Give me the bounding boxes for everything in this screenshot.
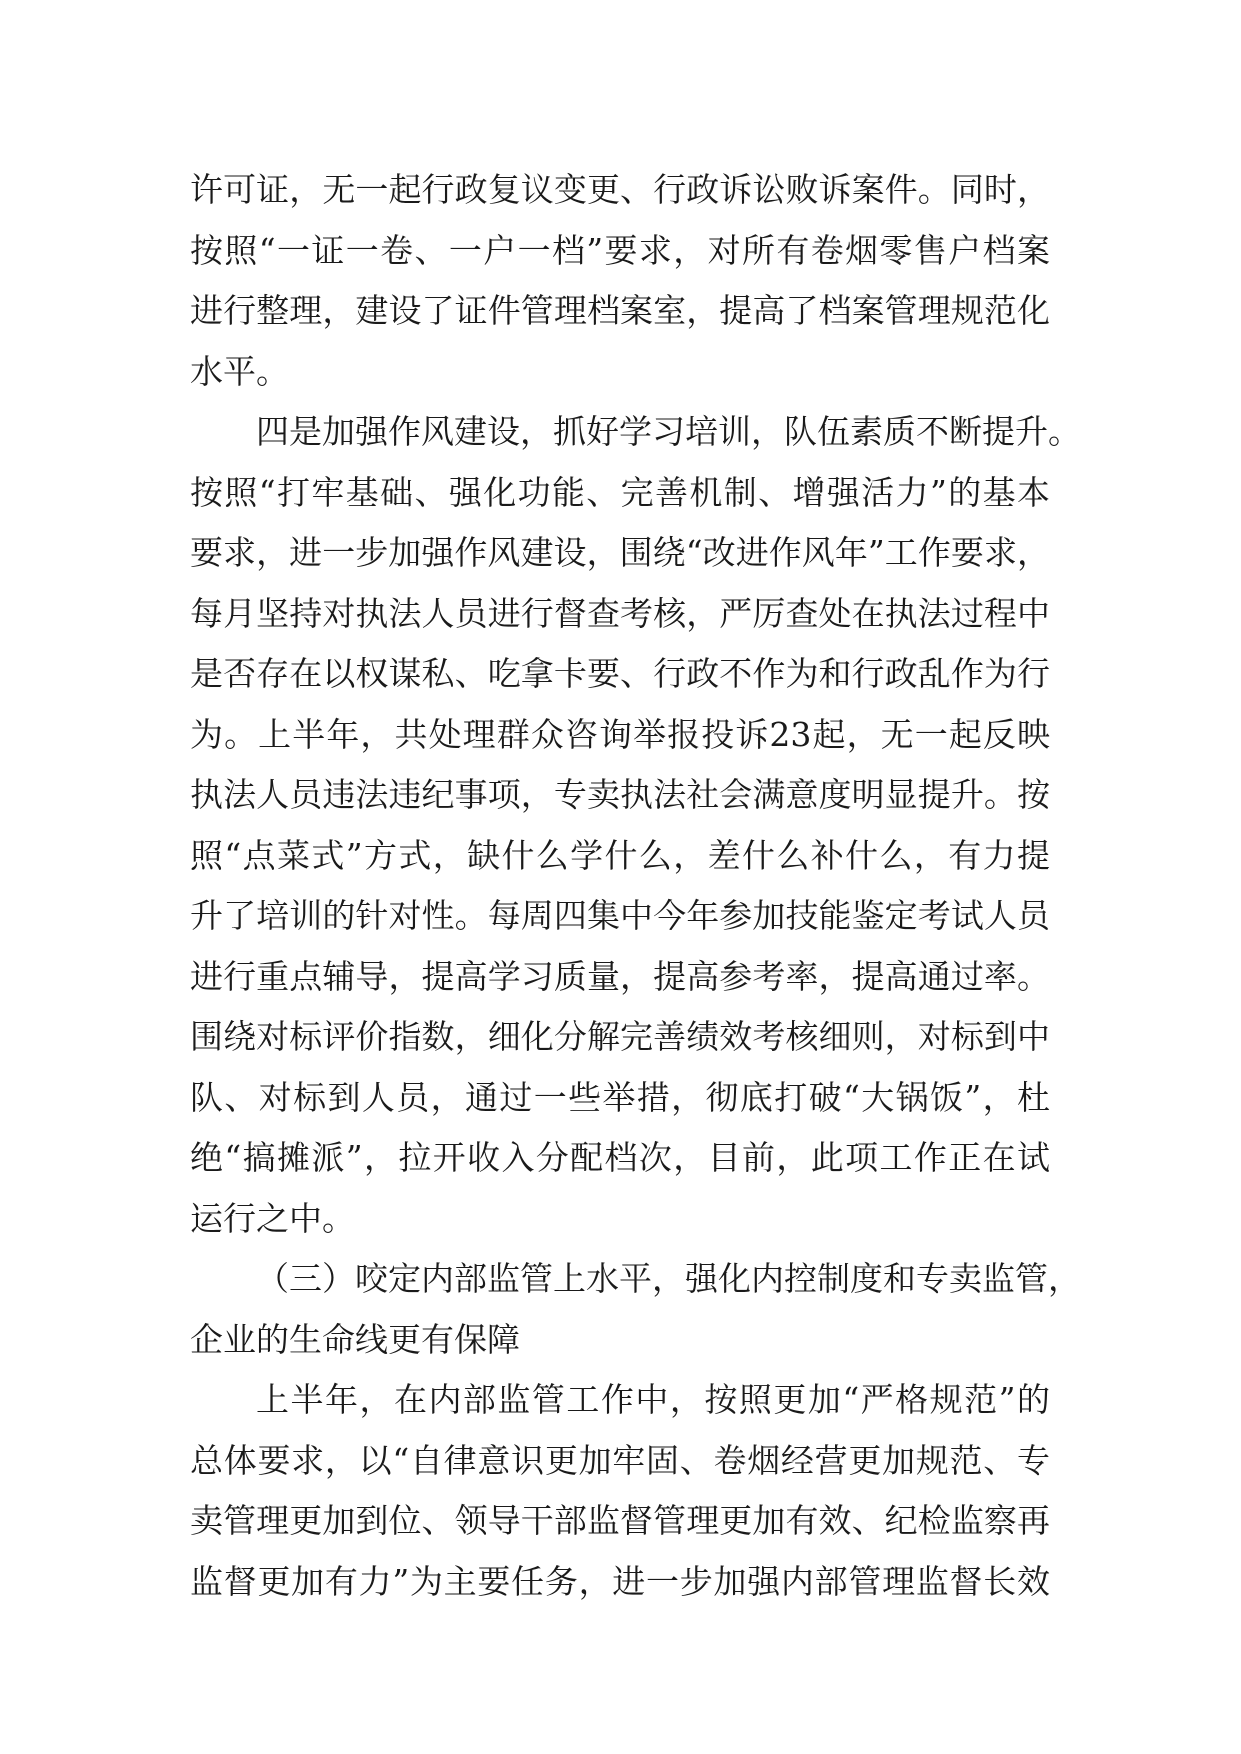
text-line: 许可证，无一起行政复议变更、行政诉讼败诉案件。同时，	[190, 170, 1050, 209]
text-line: 监督更加有力”为主要任务，进一步加强内部管理监督长效	[190, 1561, 1050, 1601]
text-line: 绝“搞摊派”，拉开收入分配档次，目前，此项工作正在试	[190, 1138, 1050, 1177]
text-line: 卖管理更加到位、领导干部监督管理更加有效、纪检监察再	[190, 1501, 1050, 1540]
text-line: 按照“一证一卷、一户一档”要求，对所有卷烟零售户档案	[190, 230, 1050, 270]
text-line: 是否存在以权谋私、吃拿卡要、行政不作为和行政乱作为行	[190, 654, 1050, 693]
text-line: 要求，进一步加强作风建设，围绕“改进作风年”工作要求，	[190, 533, 1050, 572]
text-line: 升了培训的针对性。每周四集中今年参加技能鉴定考试人员	[190, 896, 1050, 935]
text-line: 水平。	[190, 351, 289, 391]
text-line: 每月坚持对执法人员进行督查考核，严厉查处在执法过程中	[190, 593, 1050, 633]
section-heading: （三）咬定内部监管上水平，强化内控制度和专卖监管，	[256, 1259, 1081, 1298]
body-text	[190, 160, 1081, 1612]
paragraph-first-line: 四是加强作风建设，抓好学习培训，队伍素质不断提升。	[256, 412, 1081, 451]
text-line: 按照“打牢基础、强化功能、完善机制、增强活力”的基本	[190, 472, 1050, 512]
text-line: 照“点菜式”方式，缺什么学什么，差什么补什么，有力提	[190, 835, 1050, 875]
text-line: 进行整理，建设了证件管理档案室，提高了档案管理规范化	[190, 291, 1050, 330]
text-line: 为。上半年，共处理群众咨询举报投诉23起，无一起反映	[190, 714, 1050, 754]
text-line: 队、对标到人员，通过一些举措，彻底打破“大锅饭”，杜	[190, 1077, 1050, 1117]
text-line: 总体要求，以“自律意识更加牢固、卷烟经营更加规范、专	[190, 1440, 1050, 1480]
text-line: 执法人员违法违纪事项，专卖执法社会满意度明显提升。按	[190, 775, 1050, 814]
paragraph-first-line: 上半年，在内部监管工作中，按照更加“严格规范”的	[256, 1380, 1050, 1419]
text-line: 运行之中。	[190, 1198, 355, 1238]
text-line: 围绕对标评价指数，细化分解完善绩效考核细则，对标到中	[190, 1017, 1050, 1056]
text-line: 进行重点辅导，提高学习质量，提高参考率，提高通过率。	[190, 956, 1050, 996]
section-heading-continued: 企业的生命线更有保障	[190, 1319, 520, 1359]
